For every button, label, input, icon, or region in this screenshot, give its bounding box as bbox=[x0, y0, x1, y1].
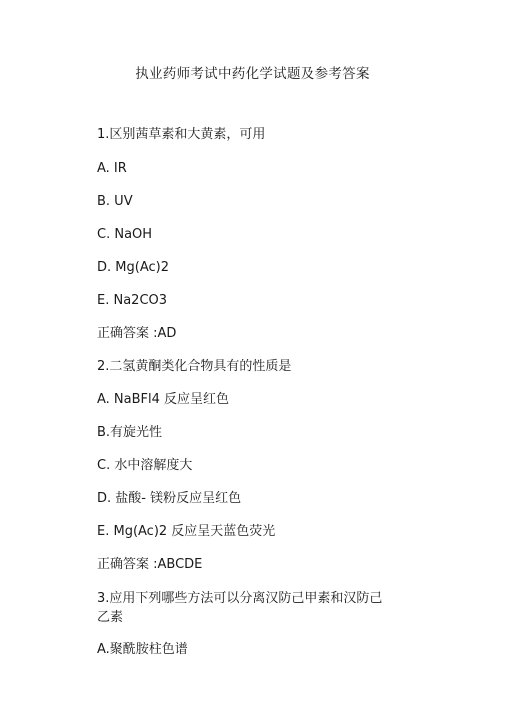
question-1-answer: 正确答案 :AD bbox=[97, 326, 177, 341]
question-1-option-d: D. Mg(Ac)2 bbox=[97, 260, 169, 275]
question-1-option-c: C. NaOH bbox=[97, 227, 153, 242]
question-2-option-b: B.有旋光性 bbox=[97, 425, 163, 440]
question-2-answer: 正确答案 :ABCDE bbox=[97, 557, 203, 572]
question-2-option-c: C. 水中溶解度大 bbox=[97, 458, 193, 473]
question-2-option-d: D. 盐酸- 镁粉反应呈红色 bbox=[97, 491, 242, 506]
question-2-option-e: E. Mg(Ac)2 反应呈天蓝色荧光 bbox=[97, 524, 276, 539]
document-title: 执业药师考试中药化学试题及参考答案 bbox=[135, 66, 370, 82]
question-1-stem: 1.区别茜草素和大黄素，可用 bbox=[97, 127, 266, 142]
question-2-stem: 2.二氢黄酮类化合物具有的性质是 bbox=[97, 359, 292, 374]
question-1-option-b: B. UV bbox=[97, 194, 133, 209]
question-3-option-a: A.聚酰胺柱色谱 bbox=[97, 642, 188, 657]
question-2-option-a: A. NaBFl4 反应呈红色 bbox=[97, 392, 230, 407]
question-1-option-a: A. IR bbox=[97, 161, 127, 176]
question-3-stem: 3.应用下列哪些方法可以分离汉防己甲素和汉防己乙素 bbox=[97, 591, 383, 625]
question-1-option-e: E. Na2CO3 bbox=[97, 293, 168, 308]
